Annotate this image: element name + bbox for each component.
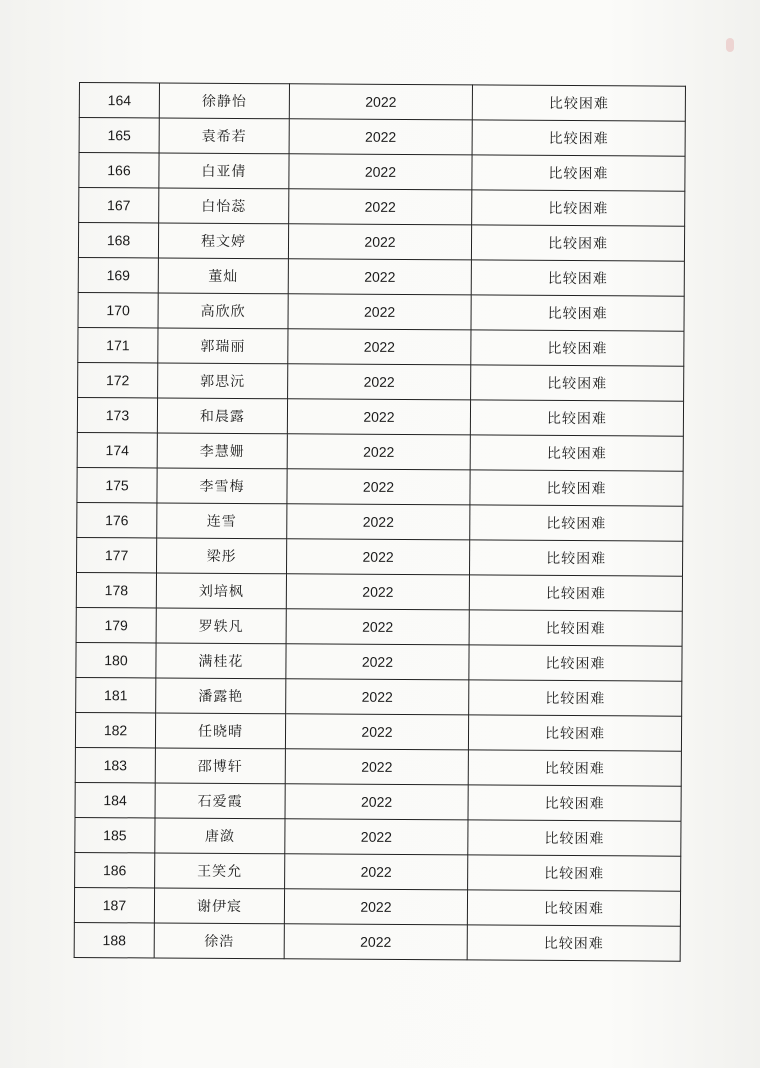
year: 2022	[288, 259, 471, 295]
year: 2022	[287, 469, 470, 505]
row-number: 169	[78, 257, 158, 292]
student-name: 袁希若	[159, 118, 289, 154]
year: 2022	[289, 154, 472, 190]
year: 2022	[285, 749, 468, 785]
row-number: 188	[74, 922, 154, 957]
student-name: 唐潋	[155, 818, 285, 854]
table-row	[76, 642, 682, 681]
row-number: 173	[77, 397, 157, 432]
row-number: 175	[77, 467, 157, 502]
table-row	[77, 397, 683, 436]
table-row	[76, 677, 682, 716]
year: 2022	[286, 609, 469, 645]
difficulty-level: 比较困难	[468, 820, 681, 856]
year: 2022	[288, 294, 471, 330]
difficulty-level: 比较困难	[471, 365, 684, 401]
table-row	[74, 922, 680, 961]
table-row	[78, 223, 684, 262]
table-row	[76, 572, 682, 611]
student-name: 李慧姗	[157, 433, 287, 469]
table-row	[78, 362, 684, 401]
table-row	[75, 712, 681, 751]
year: 2022	[285, 784, 468, 820]
difficulty-level: 比较困难	[470, 400, 683, 436]
student-name: 董灿	[158, 258, 288, 294]
student-name: 徐浩	[154, 923, 284, 959]
student-name: 郭思沅	[158, 363, 288, 399]
row-number: 171	[78, 327, 158, 362]
year: 2022	[288, 364, 471, 400]
student-name: 和晨露	[157, 398, 287, 434]
difficulty-level: 比较困难	[472, 155, 685, 191]
year: 2022	[288, 224, 471, 260]
year: 2022	[285, 714, 468, 750]
table-row	[75, 782, 681, 821]
student-name: 白亚倩	[159, 153, 289, 189]
row-number: 180	[76, 642, 156, 677]
row-number: 176	[77, 502, 157, 537]
row-number: 182	[75, 712, 155, 747]
difficulty-level: 比较困难	[468, 855, 681, 891]
difficulty-level: 比较困难	[470, 505, 683, 541]
difficulty-level: 比较困难	[468, 750, 681, 786]
row-number: 167	[79, 188, 159, 223]
difficulty-level: 比较困难	[469, 610, 682, 646]
year: 2022	[288, 329, 471, 365]
difficulty-level: 比较困难	[471, 295, 684, 331]
difficulty-level: 比较困难	[472, 190, 685, 226]
row-number: 170	[78, 292, 158, 327]
student-name: 王笑允	[155, 853, 285, 889]
student-name: 罗轶凡	[156, 608, 286, 644]
student-name: 程文婷	[158, 223, 288, 259]
year: 2022	[285, 819, 468, 855]
table-row	[79, 83, 685, 122]
row-number: 183	[75, 747, 155, 782]
student-name: 李雪梅	[157, 468, 287, 504]
difficulty-level: 比较困难	[467, 890, 680, 926]
table-row	[78, 292, 684, 331]
year: 2022	[287, 434, 470, 470]
row-number: 181	[76, 677, 156, 712]
difficulty-level: 比较困难	[469, 645, 682, 681]
table-row	[75, 852, 681, 891]
student-name: 徐静怡	[159, 83, 289, 119]
row-number: 185	[75, 817, 155, 852]
year: 2022	[285, 854, 468, 890]
row-number: 168	[78, 223, 158, 258]
student-name: 连雪	[157, 503, 287, 539]
table-row	[77, 537, 683, 576]
difficulty-level: 比较困难	[472, 85, 685, 121]
year: 2022	[286, 574, 469, 610]
difficulty-level: 比较困难	[472, 120, 685, 156]
row-number: 164	[79, 83, 159, 118]
row-number: 165	[79, 118, 159, 153]
student-name: 高欣欣	[158, 293, 288, 329]
scan-mark	[726, 38, 734, 52]
difficulty-level: 比较困难	[470, 435, 683, 471]
table-row	[78, 257, 684, 296]
table-row	[78, 327, 684, 366]
table-row	[77, 502, 683, 541]
student-name: 白怡蕊	[159, 188, 289, 224]
year: 2022	[284, 889, 467, 925]
table-row	[79, 118, 685, 157]
student-name: 潘露艳	[156, 678, 286, 714]
year: 2022	[289, 189, 472, 225]
student-name: 刘培枫	[156, 573, 286, 609]
difficulty-level: 比较困难	[467, 925, 680, 961]
year: 2022	[287, 504, 470, 540]
year: 2022	[287, 399, 470, 435]
table-row	[79, 188, 685, 227]
difficulty-level: 比较困难	[469, 540, 682, 576]
year: 2022	[286, 539, 469, 575]
student-name: 满桂花	[156, 643, 286, 679]
row-number: 179	[76, 607, 156, 642]
difficulty-level: 比较困难	[471, 260, 684, 296]
year: 2022	[286, 644, 469, 680]
year: 2022	[289, 119, 472, 155]
student-name: 邵博轩	[155, 748, 285, 784]
row-number: 186	[75, 852, 155, 887]
student-name: 梁彤	[157, 538, 287, 574]
row-number: 166	[79, 153, 159, 188]
row-number: 178	[76, 572, 156, 607]
year: 2022	[284, 924, 467, 960]
difficulty-level: 比较困难	[471, 330, 684, 366]
student-name: 石爱霞	[155, 783, 285, 819]
student-name: 任晓晴	[155, 713, 285, 749]
table-row	[77, 432, 683, 471]
difficulty-level: 比较困难	[470, 470, 683, 506]
year: 2022	[289, 84, 472, 120]
table-row	[79, 153, 685, 192]
student-name: 谢伊宸	[154, 888, 284, 924]
difficulty-level: 比较困难	[471, 225, 684, 261]
table-row	[75, 747, 681, 786]
year: 2022	[286, 679, 469, 715]
table-row	[75, 817, 681, 856]
row-number: 187	[74, 887, 154, 922]
row-number: 177	[77, 537, 157, 572]
table-body	[74, 83, 685, 962]
student-name: 郭瑞丽	[158, 328, 288, 364]
difficulty-level: 比较困难	[469, 680, 682, 716]
row-number: 174	[77, 432, 157, 467]
table-row	[74, 887, 680, 926]
table-row	[76, 607, 682, 646]
difficulty-level: 比较困难	[468, 715, 681, 751]
difficulty-level: 比较困难	[469, 575, 682, 611]
difficulty-level: 比较困难	[468, 785, 681, 821]
table-row	[77, 467, 683, 506]
student-table	[74, 82, 686, 962]
row-number: 184	[75, 782, 155, 817]
row-number: 172	[78, 362, 158, 397]
